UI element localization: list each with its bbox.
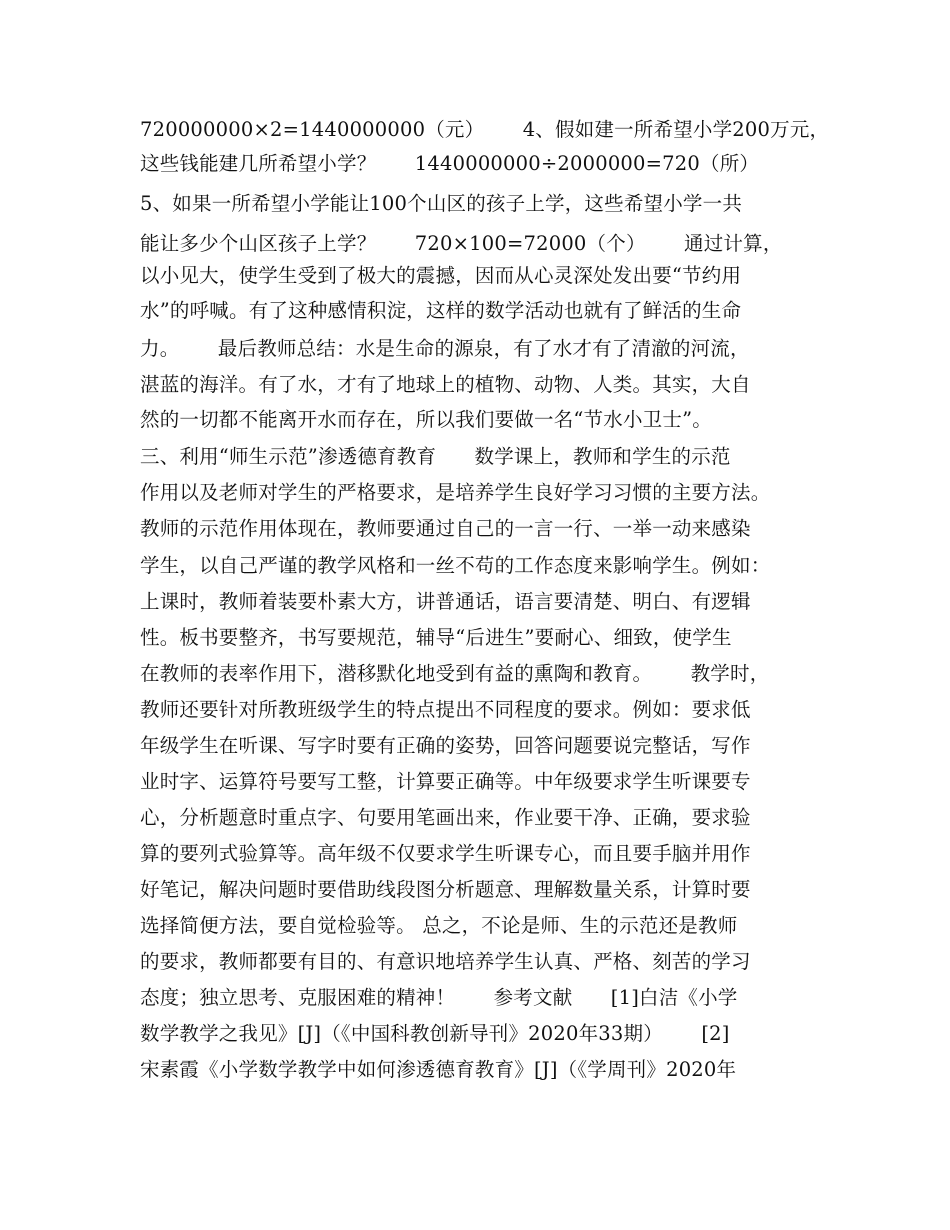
- text-line: 上课时，教师着装要朴素大方，讲普通话，语言要清楚、明白、有逻辑: [140, 590, 751, 613]
- text-line: 水”的呼喊。有了这种感情积淀，这样的数学活动也就有了鲜活的生命: [140, 299, 742, 322]
- text-line: 业时字、运算符号要写工整，计算要正确等。中年级要求学生听课要专: [140, 770, 751, 793]
- text-line: 的要求，教师都要有目的、有意识地培养学生认真、严格、刻苦的学习: [140, 950, 751, 973]
- text-line: 学生，以自己严谨的教学风格和一丝不苟的工作态度来影响学生。例如：: [140, 554, 771, 577]
- text-line: 湛蓝的海洋。有了水，才有了地球上的植物、动物、人类。其实，大自: [140, 373, 751, 396]
- text-line: 算的要列式验算等。高年级不仅要求学生听课专心，而且要手脑并用作: [140, 842, 751, 865]
- text-line: 好笔记，解决问题时要借助线段图分析题意、理解数量关系，计算时要: [140, 878, 751, 901]
- text-line: 作用以及老师对学生的严格要求，是培养学生良好学习习惯的主要方法。: [140, 481, 771, 504]
- section-heading-line: 三、利用“师生示范”渗透德育教育 数学课上，教师和学生的示范: [140, 445, 731, 468]
- text-line: 选择简便方法，要自觉检验等。 总之，不论是师、生的示范还是教师: [140, 914, 738, 937]
- text-line: 5、如果一所希望小学能让100个山区的孩子上学，这些希望小学一共: [140, 192, 743, 215]
- text-line: 720000000×2=1440000000（元） 4、假如建一所希望小学200万元，: [140, 118, 830, 141]
- text-line: 年级学生在听课、写字时要有正确的姿势，回答问题要说完整话，写作: [140, 734, 751, 757]
- reference-line: 态度；独立思考、克服困难的精神！ 参考文献 [1]白洁《小学: [140, 986, 738, 1009]
- text-line: 以小见大，使学生受到了极大的震撼，因而从心灵深处发出要“节约用: [140, 264, 742, 287]
- text-line: 性。板书要整齐，书写要规范，辅导“后进生”要耐心、细致，使学生: [140, 626, 732, 649]
- text-line: 教师还要针对所教班级学生的特点提出不同程度的要求。例如：要求低: [140, 698, 751, 721]
- text-line: 在教师的表率作用下，潜移默化地受到有益的熏陶和教育。 教学时，: [140, 662, 770, 685]
- text-line: 力。 最后教师总结：水是生命的源泉，有了水才有了清澈的河流，: [140, 337, 750, 360]
- reference-line: 宋素霞《小学数学教学中如何渗透德育教育》[J]（《学周刊》2020年: [140, 1058, 737, 1081]
- text-line: 心，分析题意时重点字、句要用笔画出来，作业要干净、正确，要求验: [140, 806, 751, 829]
- text-line: 然的一切都不能离开水而存在，所以我们要做一名“节水小卫士”。: [140, 408, 712, 431]
- text-line: 能让多少个山区孩子上学？ 720×100=72000（个） 通过计算，: [140, 232, 783, 255]
- text-line: 教师的示范作用体现在，教师要通过自己的一言一行、一举一动来感染: [140, 517, 751, 540]
- text-line: 这些钱能建几所希望小学？ 1440000000÷2000000=720（所）: [140, 152, 760, 175]
- reference-line: 数学教学之我见》[J]（《中国科教创新导刊》2020年33期） [2]: [140, 1022, 730, 1045]
